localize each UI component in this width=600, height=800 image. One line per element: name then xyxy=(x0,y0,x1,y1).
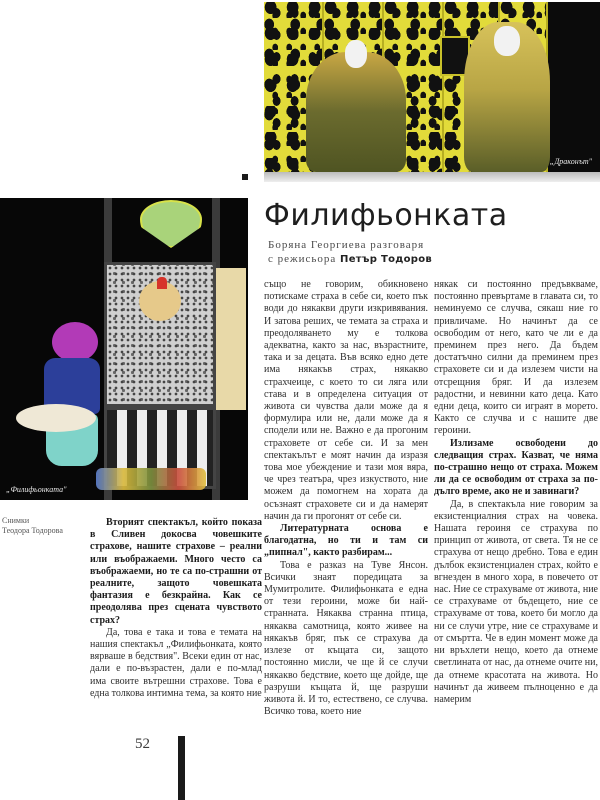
dark-backstage xyxy=(548,2,600,182)
text-column-3 xyxy=(434,279,598,706)
interview-question: Вторият спектакъл, който показа в Сливен докосва човешките страхове, нашите страхове – реални или въображаеми. Много често са въображаеми, но те са по-страшни от реалните, защото човешката фантазия е безкрайна. Как се преодолява през сцената чувството страх? xyxy=(90,517,262,626)
purple-hair xyxy=(52,322,98,362)
text-column-1 xyxy=(90,517,262,700)
puppet-right xyxy=(464,22,550,172)
director-name: Петър Тодоров xyxy=(340,254,433,265)
lamp-panel xyxy=(214,268,246,410)
interview-question: Излизаме освободени до следващия страх. Казват, че няма по-страшно нещо от страха. Можем ли да се освободим от страха за по-дълго време, ако не и завинаги? xyxy=(434,437,598,498)
credits-name: Теодора Тодорова xyxy=(2,526,63,535)
article-title: Филифьонката xyxy=(264,198,508,233)
photo-credits xyxy=(2,516,63,536)
subtitle-line-2 xyxy=(268,252,432,267)
interview-question: Литературната основа е благодатна, но ти и там си „пипнал", както разбирам... xyxy=(264,523,428,559)
photo-caption: „Филифьонката" xyxy=(6,485,67,494)
heart-shape xyxy=(140,200,202,248)
text-column-2 xyxy=(264,279,428,718)
subtitle-line-1: Боряна Георгиева разговаря xyxy=(268,239,425,251)
stage-floor xyxy=(264,172,600,182)
interview-answer-continued: също не говорим, обикновено потискаме страха в себе си, което пък води до някакви други изкривявания. И затова реших, че темата за страха и преодоляването му е толкова адекватна, както за нас, възрастните, така и за децата. Във всяко едно дете има някакъв страх, някакво страхчеице, с което то си ляга или става и в определена ситуация от живота си чувства дали може да я формулира или не, дали може да я сподели или не. Важно е да прогоним страховете от себе си. И за мен спектакълът е моят начин да изразя това мое убеждение и тази моя вяра, че чрез театъра, чрез изкуството, ние можем да помогнем на хората да осъзнаят страховете си и да намерят начин да ги прогонят от себе си. xyxy=(264,279,428,522)
interview-answer: Да, в спектакъла ние говорим за екзистенциалния страх на човека. Нашата героиня се страхува по принцип от живота, от света. Тя не се страхува от нещо дребно. Това е един дълбок екзистенциален страх, който е вгнезден в много хора, в повечето от нас. Ние се страхуваме от живота, ние се страхуваме от бъдещето, ние се страхуваме от това, което би могло да ни се случи утре, ние се страхуваме и от смъртта. Че в един момент може да ни връхлети нещо, което да отнеме светлината от нас, да отнеме очите ни, да отнеме красотата на живота. Но начинът да живеем пълноценно е да намерим xyxy=(434,498,598,705)
photo-dragon xyxy=(264,2,600,182)
puppet-mask xyxy=(494,26,520,56)
interview-answer: Да, това е така и това е темата на нашия спектакъл „Филифьонката, която вярваше в бедствия". Всеки един от нас, дали е по-възрастен, дали е по-млад има своите вътрешни страхове. Това е една толкова интимна тема, за която ние xyxy=(90,626,262,699)
fish-puppet xyxy=(16,404,96,432)
decorative-bar xyxy=(178,736,185,800)
puppet-mask xyxy=(345,40,367,68)
page-number: 52 xyxy=(135,736,150,752)
toy-figures xyxy=(96,468,206,490)
speckled-box xyxy=(104,262,216,407)
article-subtitle xyxy=(268,238,432,267)
subtitle-prefix: с режисьора xyxy=(268,253,337,265)
photo-caption: „Драконът" xyxy=(549,157,592,166)
puppet-left xyxy=(306,52,406,172)
section-marker xyxy=(242,174,248,180)
credits-label: Снимки xyxy=(2,516,30,525)
red-hat xyxy=(157,277,167,289)
photo-filifionkata xyxy=(0,198,248,500)
interview-answer-continued: някак си постоянно предъвкваме, постоянно превъртаме в главата си, то неминуемо се случва, сякаш ние го привличаме. Но начинът да се освободим от него, като че ли е да преминем през него. Да бъдем достатъчно силни да преминем през страховете си и да излезем чисти на отсрещния бряг. И да излезем радостни, и невинни като деца. Като едни деца, които си играят в морето. Както се случва и с нашите две героини. xyxy=(434,279,598,437)
interview-answer: Това е разказ на Туве Янсон. Всички знаят поредицата за Мумитролите. Филифьонката е една от тези героини, може би най-странната. Някаква странна птица, някаква самотница, която живее на някакъв бряг, пък се страхува да излезе от къщата си, защото постоянно мисли, че ще й се случи някакво бедствие, което ще дойде, ще разруши къщата й, ще разруши живота й. И то, естествено, се случва. Всичко това, което ние xyxy=(264,559,428,718)
